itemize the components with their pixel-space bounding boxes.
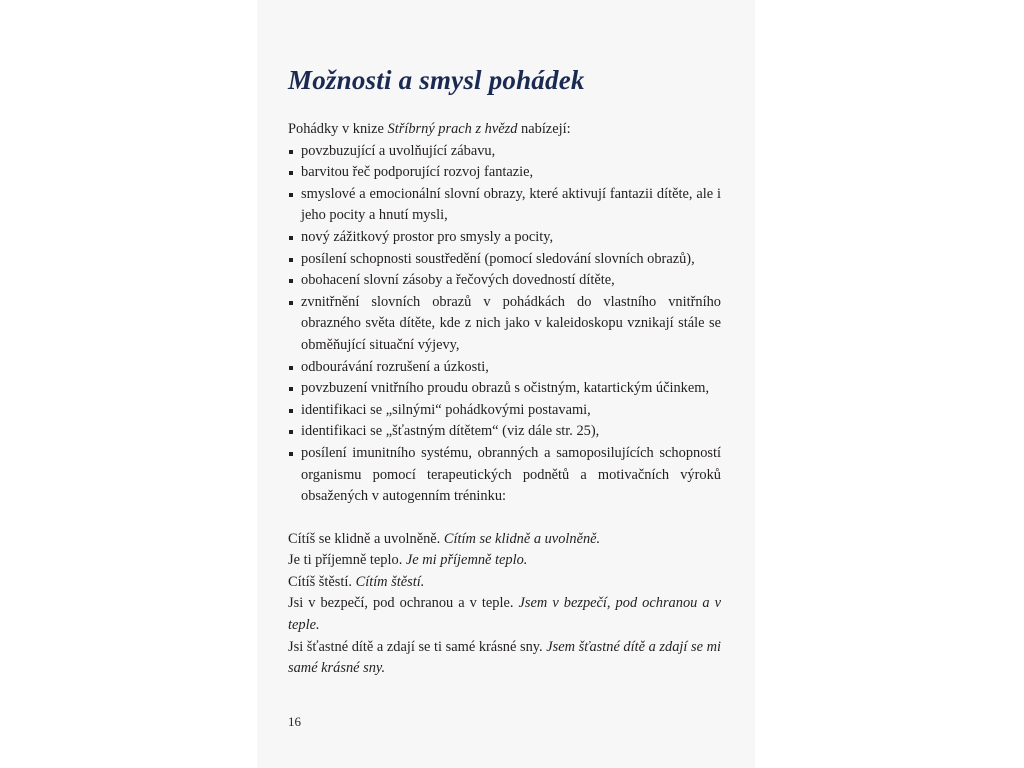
phrase-you: Cítíš štěstí. — [288, 573, 352, 590]
phrase-i: Jsem v bezpečí, pod ochranou a v teple. — [288, 595, 721, 634]
list-item: obohacení slovní zásoby a řečových dovedností dítěte, — [288, 270, 721, 292]
list-item: smyslové a emocionální slovní obrazy, které aktivují fantazii dítěte, ale i jeho pocity a hnutí mysli, — [288, 184, 721, 227]
phrase-you: Cítíš se klidně a uvolněně. — [288, 530, 441, 547]
phrase-paragraph — [288, 593, 721, 636]
book-title: Stříbrný prach z hvězd — [387, 121, 518, 137]
benefits-list — [288, 141, 721, 508]
phrase-you: Je ti příjemně teplo. — [288, 552, 403, 569]
list-item: posílení imunitního systému, obranných a samoposilujících schopností organismu pomocí terapeutických podnětů a motivačních výroků obsažených v autogenním tréninku: — [288, 443, 721, 508]
phrase-i: Cítím se klidně a uvolněně. — [443, 530, 601, 547]
list-item: identifikaci se „šťastným dítětem“ (viz dále str. 25), — [288, 421, 721, 443]
list-item: identifikaci se „silnými“ pohádkovými postavami, — [288, 400, 721, 422]
phrase-you: Jsi šťastné dítě a zdají se ti samé krásné sny. — [288, 638, 543, 655]
page-title: Možnosti a smysl pohádek — [288, 65, 585, 95]
page-content — [288, 60, 721, 680]
list-item: povzbuzující a uvolňující zábavu, — [288, 141, 721, 163]
phrase-i: Jsem šťastné dítě a zdají se mi samé krásné sny. — [288, 638, 721, 677]
intro-before: Pohádky v knize — [288, 121, 388, 137]
phrase-paragraph — [288, 637, 721, 680]
phrase-i: Cítím štěstí. — [355, 573, 425, 590]
phrase-you: Jsi v bezpečí, pod ochranou a v teple. — [288, 595, 514, 612]
page-number: 16 — [288, 714, 301, 729]
intro-after: nabízejí: — [517, 121, 571, 137]
list-item: posílení schopnosti soustředění (pomocí sledování slovních obrazů), — [288, 249, 721, 271]
phrase-paragraph — [288, 550, 721, 572]
list-item: odbourávání rozrušení a úzkosti, — [288, 357, 721, 379]
intro-line — [288, 119, 721, 141]
list-item: povzbuzení vnitřního proudu obrazů s očistným, katartickým účinkem, — [288, 378, 721, 400]
phrase-i: Je mi příjemně teplo. — [405, 552, 528, 569]
list-item: barvitou řeč podporující rozvoj fantazie, — [288, 162, 721, 184]
list-item: zvnitřnění slovních obrazů v pohádkách do vlastního vnitřního obrazného světa dítěte, kde z nich jako v kaleidoskopu vznikají stále se obměňující situační výjevy, — [288, 292, 721, 357]
book-page — [257, 0, 755, 768]
autogenic-training-phrases — [288, 529, 721, 680]
phrase-paragraph — [288, 529, 721, 551]
phrase-paragraph — [288, 572, 721, 594]
list-item: nový zážitkový prostor pro smysly a pocity, — [288, 227, 721, 249]
